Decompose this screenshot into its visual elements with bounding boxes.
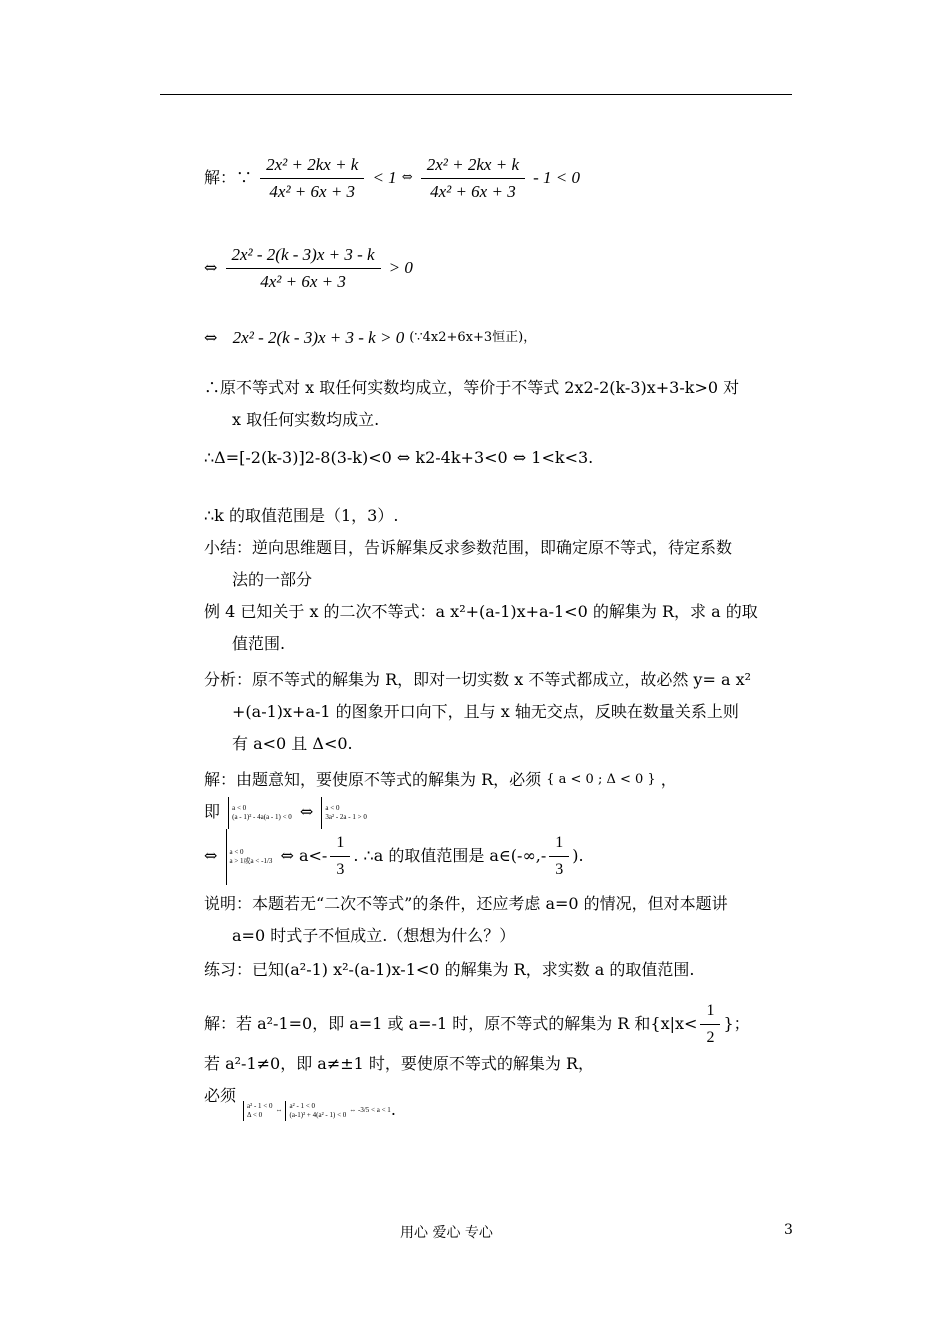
text: a=0 时式子不恒成立.（想想为什么？） <box>232 926 516 945</box>
numerator: 2x² + 2kx + k <box>266 155 359 174</box>
text: }； <box>723 1014 750 1033</box>
condition-system <box>285 1101 346 1121</box>
system-row: (a-1)² + 4(a² - 1) < 0 <box>289 1111 347 1119</box>
paragraph <box>204 728 822 760</box>
condition-system <box>321 797 366 829</box>
paragraph <box>204 596 794 628</box>
numerator: 1 <box>336 834 345 851</box>
system-rows <box>247 1102 272 1120</box>
system-rows <box>289 1102 346 1120</box>
text: ， <box>660 770 677 789</box>
iff-symbol: ⇔ <box>299 802 314 821</box>
iff-symbol: ⇔ <box>275 1106 283 1114</box>
text: ∴Δ=[-2(k-3)]2-8(3-k)<0 ⇔ k2-4k+3<0 ⇔ 1<k<3. <box>204 448 594 467</box>
text: 小结：逆向思维题目，告诉解集反求参数范围，即确定原不等式，待定系数 <box>204 538 733 557</box>
system-row: (a - 1)² - 4a(a - 1) < 0 <box>232 813 292 821</box>
condition-system <box>243 1101 272 1121</box>
iff-symbol: ⇔ <box>401 170 413 185</box>
text: 说明：本题若无“二次不等式”的条件，还应考虑 a=0 的情况，但对本题讲 <box>204 894 728 913</box>
iff-symbol: ⇔ <box>204 328 218 347</box>
text: 值范围. <box>232 634 286 653</box>
text: a<- <box>298 846 328 865</box>
solution-line-3 <box>204 322 794 354</box>
relation: < 1 <box>372 168 397 187</box>
numerator: 1 <box>706 1002 715 1019</box>
denominator: 4x² + 6x + 3 <box>260 178 364 203</box>
footer-motto: 用心 爱心 专心 <box>400 1225 493 1241</box>
text: 法的一部分 <box>232 570 313 589</box>
paragraph <box>204 996 794 1052</box>
page-number: 3 <box>784 1222 793 1238</box>
fraction <box>549 832 569 881</box>
system-rows <box>232 804 292 822</box>
system-row: a² - 1 < 0 <box>247 1102 273 1110</box>
system-rows <box>325 804 366 822</box>
text: 解：∵ <box>204 168 253 187</box>
solution-line-1 <box>204 150 794 206</box>
text: 例 4 已知关于 x 的二次不等式：a x²+(a-1)x+a-1<0 的解集为 R，求 a 的取 <box>204 602 758 621</box>
iff-symbol: ⇔ <box>280 846 294 865</box>
relation: > 0 <box>388 258 413 277</box>
condition-system: { a < 0 ; Δ < 0 } <box>546 772 656 787</box>
text: 解：若 a²-1=0，即 a=1 或 a=-1 时，原不等式的解集为 R 和{x|x< <box>204 1014 698 1033</box>
system-row: Δ < 0 <box>247 1111 263 1119</box>
condition-systems <box>240 1100 440 1121</box>
paragraph <box>204 764 794 796</box>
paragraph <box>204 796 794 829</box>
paragraph <box>204 564 822 596</box>
condition-system <box>226 829 273 885</box>
fraction <box>226 244 381 293</box>
paragraph <box>204 1048 794 1080</box>
system-row: a < 0 <box>232 804 247 812</box>
text: ∴原不等式对 x 取任何实数均成立，等价于不等式 2x2-2(k-3)x+3-k>0 对 <box>204 378 740 397</box>
text: 必须 <box>204 1086 237 1105</box>
paragraph <box>204 696 822 728</box>
text: . ∴a 的取值范围是 a∈(-∞,- <box>353 846 547 865</box>
paragraph <box>204 828 794 885</box>
text: . <box>390 1100 396 1119</box>
system-row: a < 0 <box>325 804 340 812</box>
text: 若 a²-1≠0，即 a≠±1 时，要使原不等式的解集为 R， <box>204 1054 595 1073</box>
text: 即 <box>204 802 221 821</box>
paragraph <box>204 532 794 564</box>
denominator: 4x² + 6x + 3 <box>421 178 525 203</box>
note: (∵4x2+6x+3恒正)， <box>409 330 537 345</box>
paragraph <box>204 664 794 696</box>
denominator: 3 <box>549 856 569 881</box>
text: +(a-1)x+a-1 的图象开口向下，且与 x 轴无交点，反映在数量关系上则 <box>232 702 739 721</box>
fraction <box>260 154 364 203</box>
relation: - 1 < 0 <box>533 168 580 187</box>
header-rule <box>160 94 792 95</box>
paragraph <box>204 500 794 532</box>
condition-system <box>228 797 292 829</box>
paragraph <box>204 628 822 660</box>
paragraph <box>204 888 794 920</box>
fraction <box>330 832 350 881</box>
system-row: 3a² - 2a - 1 > 0 <box>325 813 367 821</box>
text: ∴k 的取值范围是（1，3）. <box>204 506 399 525</box>
iff-symbol: ⇔ <box>204 258 218 277</box>
iff-symbol: ⇔ <box>204 846 218 865</box>
text: 分析：原不等式的解集为 R，即对一切实数 x 不等式都成立，故必然 y= a x² <box>204 670 752 689</box>
system-row: a < 0 <box>229 848 244 856</box>
result: ⇔ -3/5 < a < 1 <box>349 1106 391 1114</box>
paragraph <box>204 442 794 474</box>
solution-line-2 <box>204 240 794 296</box>
system-row: a² - 1 < 0 <box>289 1102 315 1110</box>
denominator: 3 <box>330 856 350 881</box>
text: 练习：已知(a²-1) x²-(a-1)x-1<0 的解集为 R，求实数 a 的取值范围. <box>204 960 695 979</box>
numerator: 2x² - 2(k - 3)x + 3 - k <box>231 245 375 264</box>
text: ). <box>572 846 584 865</box>
text: 解：由题意知，要使原不等式的解集为 R，必须 <box>204 770 542 789</box>
system-row: a > 1或a < -1/3 <box>229 857 273 865</box>
inequality: 2x² - 2(k - 3)x + 3 - k > 0 <box>232 328 405 347</box>
fraction <box>421 154 525 203</box>
paragraph <box>204 920 822 952</box>
text: 有 a<0 且 Δ<0. <box>232 734 353 753</box>
paragraph <box>204 954 794 986</box>
text: x 取任何实数均成立. <box>232 410 380 429</box>
numerator: 1 <box>555 834 564 851</box>
paragraph <box>204 372 794 404</box>
numerator: 2x² + 2kx + k <box>426 155 519 174</box>
paragraph <box>204 404 822 436</box>
denominator: 4x² + 6x + 3 <box>226 268 381 293</box>
denominator: 2 <box>700 1024 720 1049</box>
system-rows <box>230 848 273 866</box>
fraction <box>700 1000 720 1049</box>
